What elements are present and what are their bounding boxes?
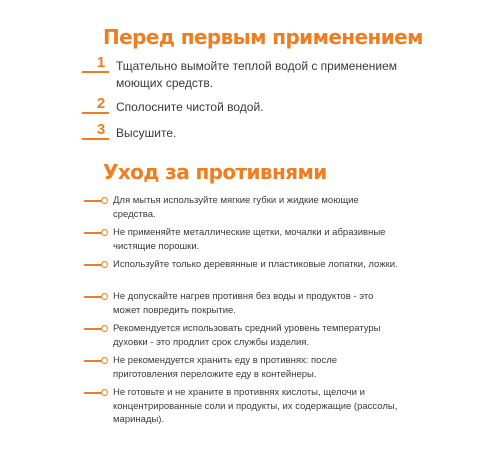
step-number: 1 (96, 54, 106, 71)
bullet-circle-icon (101, 325, 108, 332)
bullet-circle-icon (101, 261, 108, 268)
step-number: 3 (96, 121, 106, 138)
care-item-text: Не применяйте металлические щетки, мочалки и абразивные чистящие порошки. (113, 227, 386, 252)
step-text: Высушите. (116, 126, 177, 140)
step-underline (82, 71, 109, 73)
bullet-circle-icon (101, 197, 108, 204)
step-text: Сполосните чистой водой. (116, 100, 264, 114)
care-item-text: Используйте только деревянные и пластиковые лопатки, ложки. (113, 259, 398, 270)
bullet-circle-icon (101, 357, 108, 364)
step-text: Тщательно вымойте теплой водой с применением моющих средств. (116, 59, 398, 90)
step-underline (82, 112, 109, 114)
care-item-text: Рекомендуется использовать средний уровень температуры духовки - это продлит срок службы изделия. (113, 323, 381, 348)
step-underline (82, 138, 109, 140)
care-item-text: Не допускайте нагрев противня без воды и продуктов - это может повредить покрытие. (113, 291, 374, 316)
section-title-care: Уход за противнями (103, 160, 327, 184)
section-title-first-use: Перед первым применением (103, 25, 423, 49)
care-item-text: Не рекомендуется хранить еду в противнях: после приготовления переложите еду в контейнеры. (113, 355, 338, 380)
bullet-circle-icon (101, 389, 108, 396)
care-item-text: Для мытья используйте мягкие губки и жидкие моющие средства. (113, 195, 359, 220)
step-number: 2 (96, 95, 106, 112)
care-item-text: Не готовьте и не храните в противнях кислоты, щелочи и концентрированные соли и продукты, их содержащие (рассолы, маринады). (113, 387, 398, 425)
bullet-circle-icon (101, 229, 108, 236)
bullet-circle-icon (101, 293, 108, 300)
